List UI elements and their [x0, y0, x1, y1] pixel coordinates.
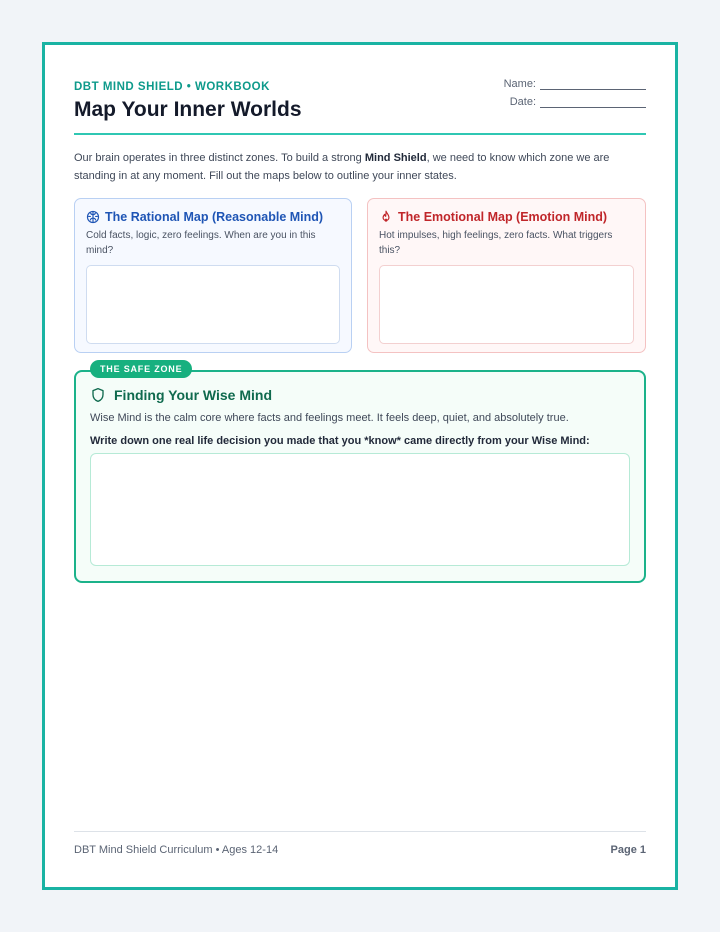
brain-icon	[86, 210, 100, 224]
date-field[interactable]	[540, 97, 646, 108]
wise-mind-title: Finding Your Wise Mind	[114, 387, 273, 403]
name-label: Name:	[503, 78, 536, 90]
emotional-map-answer-box[interactable]	[379, 265, 634, 344]
footer-divider	[74, 831, 646, 832]
date-label: Date:	[509, 96, 536, 108]
wise-mind-card	[74, 364, 646, 583]
flame-icon	[379, 210, 393, 224]
emotional-map-description: Hot impulses, high feelings, zero facts. What triggers this?	[379, 230, 613, 256]
emotional-map-card	[367, 198, 646, 353]
wise-mind-prompt: Write down one real life decision you made that you *know* came directly from your Wise Mind:	[90, 435, 590, 447]
rational-map-title: The Rational Map (Reasonable Mind)	[105, 210, 324, 224]
intro-text-start: Our brain operates in three distinct zones. To build a strong	[74, 152, 365, 164]
wise-mind-description: Wise Mind is the calm core where facts and feelings meet. It feels deep, quiet, and absolutely true.	[90, 412, 569, 424]
name-field[interactable]	[540, 79, 646, 90]
name-date-block	[504, 75, 646, 111]
rational-map-description: Cold facts, logic, zero feelings. When are you in this mind?	[86, 230, 316, 256]
rational-map-answer-box[interactable]	[86, 265, 340, 344]
shield-icon	[90, 387, 106, 403]
intro-paragraph	[74, 149, 646, 185]
page-number: Page 1	[610, 844, 646, 856]
header-divider	[74, 133, 646, 135]
wise-mind-answer-box[interactable]	[90, 453, 630, 566]
rational-map-card	[74, 198, 352, 353]
emotional-map-title: The Emotional Map (Emotion Mind)	[398, 210, 608, 224]
safe-zone-badge: THE SAFE ZONE	[90, 360, 192, 378]
page-title: Map Your Inner Worlds	[74, 98, 302, 121]
intro-text-bold: Mind Shield	[364, 152, 427, 164]
worksheet-page	[42, 42, 678, 890]
workbook-eyebrow: DBT MIND SHIELD • WORKBOOK	[74, 81, 270, 93]
intro-text-end: , we need to know which zone we are standing in at any moment. Fill out the maps below to outline your inner states.	[74, 152, 610, 182]
footer-curriculum: DBT Mind Shield Curriculum • Ages 12-14	[74, 844, 279, 856]
